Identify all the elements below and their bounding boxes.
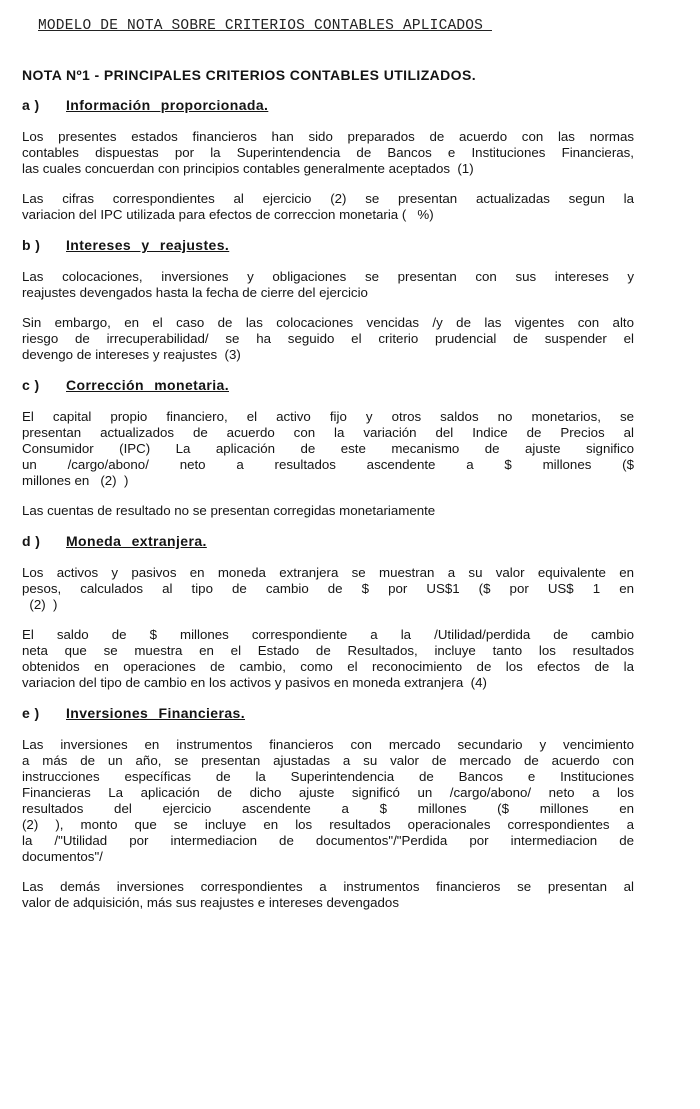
paragraph: [22, 879, 634, 911]
paragraph-line: devengo de intereses y reajustes (3): [22, 347, 241, 362]
section-d: [22, 533, 634, 691]
paragraph-line: variacion del tipo de cambio en los activos y pasivos en moneda extranjera (4): [22, 675, 487, 690]
paragraph-line: riesgo de irrecuperabilidad/ se ha seguido el criterio prudencial de suspender el: [22, 331, 634, 346]
paragraph-line: (2) ): [22, 597, 58, 612]
section-label: d ): [22, 533, 41, 549]
paragraph: [22, 191, 634, 223]
paragraph-line: resultados del ejercicio ascendente a $ millones ($ millones en: [22, 801, 634, 816]
section-a: [22, 97, 634, 223]
paragraph-line: (2) ), monto que se incluye en los resultados operacionales correspondientes a: [22, 817, 634, 832]
paragraph: [22, 503, 634, 519]
paragraph: [22, 409, 634, 489]
paragraph-line: millones en (2) ): [22, 473, 129, 488]
paragraph-line: neta que se muestra en el Estado de Resultados, incluye tanto los resultados: [22, 643, 634, 658]
paragraph-line: las cuales concuerdan con principios contables generalmente aceptados (1): [22, 161, 474, 176]
section-label: a ): [22, 97, 40, 113]
paragraph-line: obtenidos en operaciones de cambio, como el reconocimiento de los efectos de la: [22, 659, 634, 674]
paragraph-line: documentos"/: [22, 849, 103, 864]
paragraph: [22, 129, 634, 177]
paragraph-line: valor de adquisición, más sus reajustes e intereses devengados: [22, 895, 399, 910]
paragraph-line: instrucciones específicas de la Superintendencia de Bancos e Instituciones: [22, 769, 634, 784]
paragraph-line: la /"Utilidad por intermediacion de documentos"/"Perdida por intermediacion de: [22, 833, 634, 848]
paragraph-line: pesos, calculados al tipo de cambio de $ por US$1 ($ por US$ 1 en: [22, 581, 634, 596]
section-title: Intereses y reajustes.: [66, 237, 230, 253]
section-label: e ): [22, 705, 40, 721]
section-heading: [22, 705, 634, 721]
paragraph-line: Las demás inversiones correspondientes a instrumentos financieros se presentan al: [22, 879, 634, 894]
paragraph-line: Los activos y pasivos en moneda extranjera se muestran a su valor equivalente en: [22, 565, 634, 580]
paragraph-line: Las inversiones en instrumentos financieros con mercado secundario y vencimiento: [22, 737, 634, 752]
paragraph-line: Consumidor (IPC) La aplicación de este mecanismo de ajuste significo: [22, 441, 634, 456]
section-heading: [22, 533, 634, 549]
section-c: [22, 377, 634, 519]
paragraph-line: Los presentes estados financieros han sido preparados de acuerdo con las normas: [22, 129, 634, 144]
paragraph-line: Sin embargo, en el caso de las colocaciones vencidas /y de las vigentes con alto: [22, 315, 634, 330]
paragraph-line: un /cargo/abono/ neto a resultados ascendente a $ millones ($: [22, 457, 634, 472]
section-heading: [22, 237, 634, 253]
section-title: Corrección monetaria.: [66, 377, 229, 393]
section-title: Moneda extranjera.: [66, 533, 207, 549]
document-title: MODELO DE NOTA SOBRE CRITERIOS CONTABLES APLICADOS: [38, 18, 492, 34]
paragraph-line: Las cuentas de resultado no se presentan corregidas monetariamente: [22, 503, 436, 518]
paragraph-line: El capital propio financiero, el activo fijo y otros saldos no monetarios, se: [22, 409, 634, 424]
paragraph-line: El saldo de $ millones correspondiente a la /Utilidad/perdida de cambio: [22, 627, 634, 642]
paragraph-line: Las colocaciones, inversiones y obligaciones se presentan con sus intereses y: [22, 269, 634, 284]
paragraph-line: reajustes devengados hasta la fecha de cierre del ejercicio: [22, 285, 368, 300]
paragraph-line: variacion del IPC utilizada para efectos de correccion monetaria ( %): [22, 207, 434, 222]
sections-container: [22, 97, 634, 925]
paragraph-line: presentan actualizados de acuerdo con la variación del Indice de Precios al: [22, 425, 634, 440]
paragraph-line: Financieras La aplicación de dicho ajuste significó un /cargo/abono/ neto a los: [22, 785, 634, 800]
note-heading: NOTA Nº1 - PRINCIPALES CRITERIOS CONTABLES UTILIZADOS.: [22, 67, 476, 83]
paragraph: [22, 269, 634, 301]
paragraph: [22, 315, 634, 363]
section-label: b ): [22, 237, 41, 253]
section-heading: [22, 97, 634, 113]
section-label: c ): [22, 377, 40, 393]
section-b: [22, 237, 634, 363]
section-e: [22, 705, 634, 911]
paragraph: [22, 737, 634, 865]
paragraph-line: a más de un año, se presentan ajustadas a su valor de mercado de acuerdo con: [22, 753, 634, 768]
paragraph-line: contables dispuestas por la Superintendencia de Bancos e Instituciones Financieras,: [22, 145, 634, 160]
section-title: Información proporcionada.: [66, 97, 269, 113]
paragraph: [22, 565, 634, 613]
section-heading: [22, 377, 634, 393]
paragraph: [22, 627, 634, 691]
section-title: Inversiones Financieras.: [66, 705, 246, 721]
paragraph-line: Las cifras correspondientes al ejercicio (2) se presentan actualizadas segun la: [22, 191, 634, 206]
